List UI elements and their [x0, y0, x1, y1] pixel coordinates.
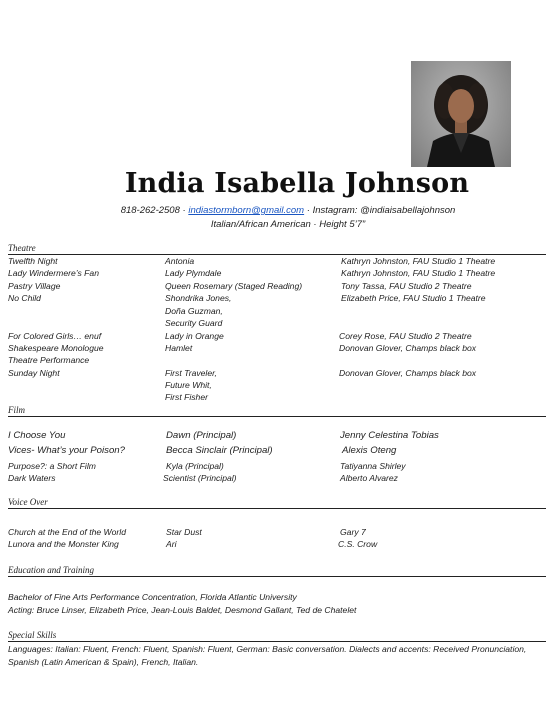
instagram-handle: Instagram: @indiaisabellajohnson [312, 205, 456, 216]
role: Kyla (Principal) [166, 461, 224, 471]
section-heading-film [8, 403, 546, 417]
role: First Traveler, [165, 368, 217, 378]
role: Lady Plymdale [165, 268, 222, 278]
production-title: Shakespeare Monologue [8, 343, 104, 353]
production-title: Lunora and the Monster King [8, 539, 119, 549]
section-heading-theatre [8, 241, 546, 255]
role: Becca Sinclair (Principal) [166, 445, 273, 456]
section-heading-voice-over [8, 495, 546, 509]
role: Security Guard [165, 318, 223, 328]
credit: Donovan Glover, Champs black box [339, 368, 477, 378]
role: Scientist (Principal) [163, 473, 237, 483]
credit: C.S. Crow [338, 539, 378, 549]
production-title: Dark Waters [8, 473, 56, 483]
production-title: No Child [8, 293, 41, 303]
role: Shondrika Jones, [165, 293, 232, 303]
phone-number: 818-262-2508 [120, 205, 180, 216]
credit: Tatiyanna Shirley [340, 461, 406, 471]
role: Star Dust [166, 527, 202, 537]
role: First Fisher [165, 392, 208, 402]
special-skills-text: Languages: Italian: Fluent, French: Fluent, Spanish: Fluent, German: Basic conversation. Dialects and accents: Received Pronunciation, Spanish (Latin American & Spain), French, Italian. [8, 644, 527, 667]
production-title: Vices- What’s your Poison? [8, 445, 125, 456]
production-title: Theatre Performance [8, 355, 90, 365]
credit: Donovan Glover, Champs black box [339, 343, 477, 353]
role: Hamlet [165, 343, 193, 353]
section-heading-label: Voice Over [8, 497, 48, 507]
credit: Elizabeth Price, FAU Studio 1 Theatre [341, 293, 486, 303]
production-title: Lady Windermere’s Fan [8, 268, 99, 278]
role: Antonia [165, 256, 195, 266]
headshot-photo [411, 61, 511, 167]
role: Lady in Orange [165, 331, 224, 341]
section-heading-label: Film [8, 405, 25, 415]
credit: Jenny Celestina Tobias [340, 430, 439, 441]
production-title: For Colored Girls… enuf [8, 331, 102, 341]
role: Future Whit, [165, 380, 212, 390]
production-title: Church at the End of the World [8, 527, 126, 537]
credit: Tony Tassa, FAU Studio 2 Theatre [341, 281, 472, 291]
role: Queen Rosemary (Staged Reading) [165, 281, 303, 291]
full-name: India Isabella Johnson [124, 168, 470, 199]
education-training: Acting: Bruce Linser, Elizabeth Price, Jean-Louis Baldet, Desmond Gallant, Ted de Chatelet [8, 605, 357, 615]
credit: Corey Rose, FAU Studio 2 Theatre [339, 331, 472, 341]
credit: Gary 7 [340, 527, 366, 537]
section-heading-special-skills [8, 628, 546, 642]
credit: Alexis Oteng [342, 445, 397, 456]
role: Doña Guzman, [165, 306, 223, 316]
separator: · [306, 205, 310, 216]
production-title: I Choose You [8, 430, 66, 441]
production-title: Sunday Night [8, 368, 60, 378]
personal-details: Italian/African American · Height 5’7” [210, 219, 366, 230]
credit: Kathryn Johnston, FAU Studio 1 Theatre [341, 268, 496, 278]
role: Dawn (Principal) [166, 430, 237, 441]
education-degree: Bachelor of Fine Arts Performance Concentration, Florida Atlantic University [8, 592, 297, 602]
section-heading-label: Education and Training [8, 565, 95, 575]
contact-line [0, 204, 547, 232]
separator: · [182, 205, 186, 216]
production-title: Purpose?: a Short Film [8, 461, 96, 471]
credit: Alberto Alvarez [340, 473, 398, 483]
production-title: Twelfth Night [8, 256, 58, 266]
section-heading-education [8, 563, 546, 577]
production-title: Pastry Village [8, 281, 61, 291]
role: Ari [166, 539, 177, 549]
credit: Kathryn Johnston, FAU Studio 1 Theatre [341, 256, 496, 266]
section-heading-label: Theatre [8, 243, 36, 253]
email-link[interactable]: indiastormborn@gmail.com [188, 205, 305, 216]
section-heading-label: Special Skills [8, 630, 57, 640]
